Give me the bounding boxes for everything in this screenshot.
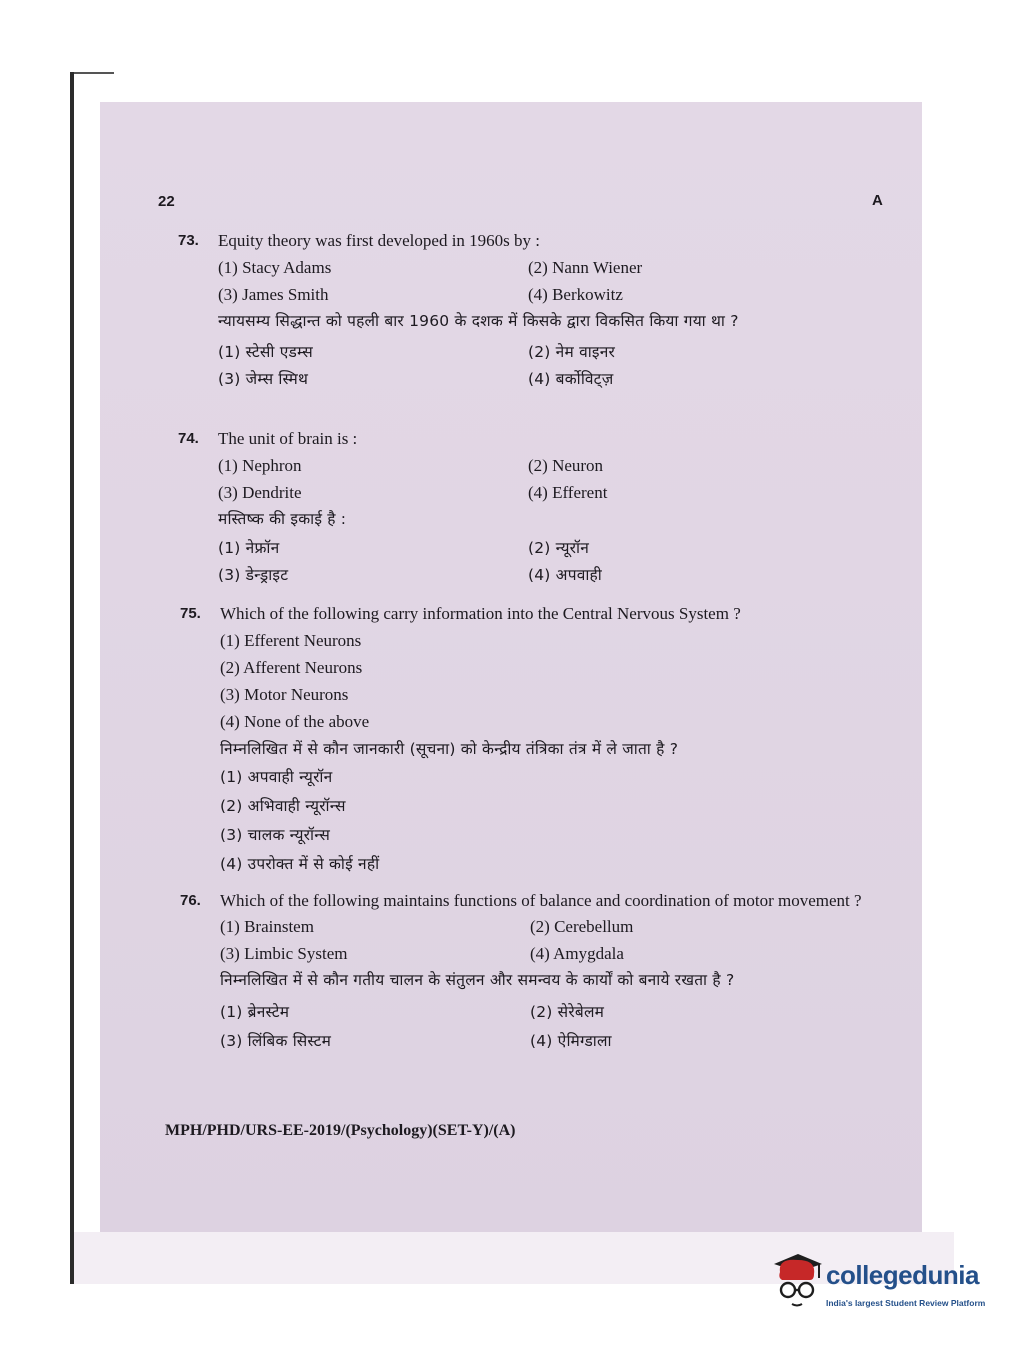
scan-border-top xyxy=(74,72,114,74)
graduate-mascot-icon xyxy=(768,1250,824,1310)
question-75 xyxy=(180,600,882,879)
option-2: (2) Afferent Neurons xyxy=(220,658,363,677)
question-text-en: The unit of brain is : xyxy=(218,429,358,448)
option-3: (3) Motor Neurons xyxy=(220,685,349,704)
option-3-hi: (3) लिंबिक सिस्टम xyxy=(220,1032,332,1050)
options-en xyxy=(218,254,880,308)
option-1: (1) Efferent Neurons xyxy=(220,631,362,650)
option-2-hi: (2) न्यूरॉन xyxy=(528,539,590,557)
option-1-hi: (1) नेफ्रॉन xyxy=(218,539,280,557)
question-number: 76. xyxy=(180,892,201,909)
option-1-hi: (1) स्टेसी एडम्स xyxy=(218,343,313,361)
option-1: (1) Stacy Adams xyxy=(218,258,332,277)
options-hi xyxy=(218,535,880,589)
option-1: (1) Nephron xyxy=(218,456,302,475)
question-text-en: Which of the following carry information into the Central Nervous System ? xyxy=(220,604,741,623)
question-number: 74. xyxy=(178,430,199,447)
question-text-hi: निम्नलिखित में से कौन जानकारी (सूचना) को केन्द्रीय तंत्रिका तंत्र में ले जाता है ? xyxy=(220,740,679,758)
option-3-hi: (3) डेन्ड्राइट xyxy=(218,566,289,584)
question-number: 73. xyxy=(178,232,199,249)
option-4: (4) Efferent xyxy=(528,483,608,502)
brand-tagline: India's largest Student Review Platform xyxy=(826,1298,986,1308)
options-hi xyxy=(220,998,882,1056)
question-text-hi: निम्नलिखित में से कौन गतीय चालन के संतुलन और समन्वय के कार्यों को बनाये रखता है ? xyxy=(220,971,735,989)
option-2: (2) Cerebellum xyxy=(530,917,634,936)
question-text-hi: न्यायसम्य सिद्धान्त को पहली बार 1960 के दशक में किसके द्वारा विकसित किया गया था ? xyxy=(218,312,739,330)
options-hi xyxy=(220,763,882,879)
option-4-hi: (4) अपवाही xyxy=(528,566,603,584)
question-76 xyxy=(180,888,882,1056)
option-4: (4) Amygdala xyxy=(530,944,624,963)
brand-name: collegedunia xyxy=(826,1260,979,1290)
option-2: (2) Nann Wiener xyxy=(528,258,643,277)
option-4-hi: (4) उपरोक्त में से कोई नहीं xyxy=(220,855,380,873)
option-4-hi: (4) बर्कोविट्ज़ xyxy=(528,370,614,388)
question-74 xyxy=(178,425,880,589)
option-1-hi: (1) ब्रेनस्टेम xyxy=(220,1003,290,1021)
option-3-hi: (3) जेम्स स्मिथ xyxy=(218,370,309,388)
option-2-hi: (2) सेरेबेलम xyxy=(530,1003,605,1021)
exam-code: MPH/PHD/URS-EE-2019/(Psychology)(SET-Y)/(A) xyxy=(165,1122,516,1139)
set-label: A xyxy=(872,192,883,209)
option-1: (1) Brainstem xyxy=(220,917,314,936)
question-text-en: Equity theory was first developed in 1960s by : xyxy=(218,231,541,250)
option-2-hi: (2) नेम वाइनर xyxy=(528,343,616,361)
option-4-hi: (4) ऐमिग्डाला xyxy=(530,1032,612,1050)
option-3: (3) Dendrite xyxy=(218,483,302,502)
options-en xyxy=(220,627,882,735)
options-hi xyxy=(218,339,880,393)
option-3: (3) Limbic System xyxy=(220,944,348,963)
page-number: 22 xyxy=(158,193,175,210)
question-number: 75. xyxy=(180,605,201,622)
option-2-hi: (2) अभिवाही न्यूरॉन्स xyxy=(220,797,346,815)
option-4: (4) Berkowitz xyxy=(528,285,623,304)
scan-border xyxy=(70,72,74,1284)
options-en xyxy=(220,913,882,967)
option-1-hi: (1) अपवाही न्यूरॉन xyxy=(220,768,333,786)
collegedunia-logo xyxy=(768,1248,993,1320)
option-3-hi: (3) चालक न्यूरॉन्स xyxy=(220,826,331,844)
question-text-hi: मस्तिष्क की इकाई है : xyxy=(218,510,347,528)
question-73 xyxy=(178,227,880,393)
option-3: (3) James Smith xyxy=(218,285,329,304)
question-text-en: Which of the following maintains functions of balance and coordination of motor movement ? xyxy=(220,891,862,910)
option-2: (2) Neuron xyxy=(528,456,604,475)
options-en xyxy=(218,452,880,506)
option-4: (4) None of the above xyxy=(220,712,370,731)
